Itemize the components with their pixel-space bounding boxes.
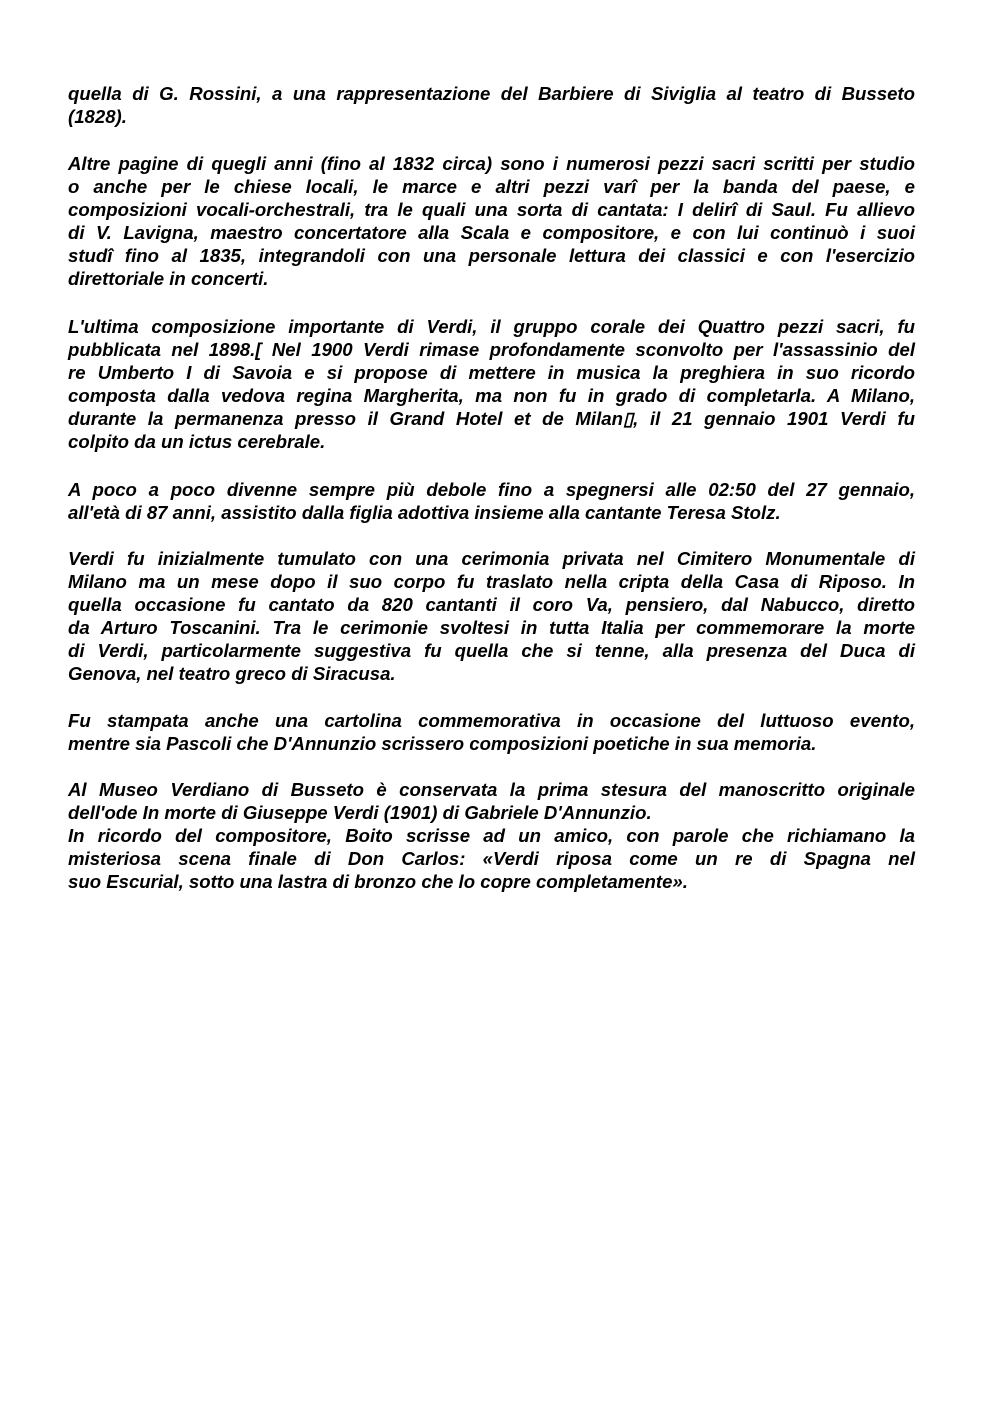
paragraph-burial bbox=[68, 547, 915, 685]
text-line: Genova, nel teatro greco di Siracusa. bbox=[68, 663, 396, 684]
paragraph-postcard bbox=[68, 709, 915, 755]
paragraph-rossini bbox=[68, 82, 915, 128]
text-line: L'ultima composizione importante di Verdi, il gruppo corale dei Quattro pezzi sacri, fu bbox=[68, 316, 915, 337]
text-line: quella di G. Rossini, a una rappresentazione del Barbiere di Siviglia al teatro di Busseto bbox=[68, 83, 915, 104]
text-line: mentre sia Pascoli che D'Annunzio scrissero composizioni poetiche in sua memoria. bbox=[68, 733, 817, 754]
text-line: studî fino al 1835, integrandoli con una personale lettura dei classici e con l'esercizio bbox=[68, 245, 915, 266]
text-line: suo Escurial, sotto una lastra di bronzo che lo copre completamente». bbox=[68, 871, 688, 892]
text-line: Altre pagine di quegli anni (fino al 1832 circa) sono i numerosi pezzi sacri scritti per studio bbox=[68, 153, 915, 174]
text-line: quella occasione fu cantato da 820 cantanti il coro Va, pensiero, dal Nabucco, diretto bbox=[68, 594, 915, 615]
text-line: re Umberto I di Savoia e si propose di mettere in musica la preghiera in suo ricordo bbox=[68, 362, 915, 383]
text-line: all'età di 87 anni, assistito dalla figlia adottiva insieme alla cantante Teresa Stolz. bbox=[68, 502, 781, 523]
text-line: composizioni vocali-orchestrali, tra le quali una sorta di cantata: I delirî di Saul. Fu allievo bbox=[68, 199, 915, 220]
paragraph-museum bbox=[68, 778, 915, 893]
paragraph-last-composition bbox=[68, 315, 915, 453]
text-line: durante la permanenza presso il Grand Hotel et de Milan▯, il 21 gennaio 1901 Verdi fu bbox=[68, 408, 915, 429]
text-line: misteriosa scena finale di Don Carlos: «Verdi riposa come un re di Spagna nel bbox=[68, 848, 915, 869]
text-line: di V. Lavigna, maestro concertatore alla Scala e compositore, e con lui continuò i suoi bbox=[68, 222, 915, 243]
text-line: A poco a poco divenne sempre più debole fino a spegnersi alle 02:50 del 27 gennaio, bbox=[68, 479, 915, 500]
text-line: Verdi fu inizialmente tumulato con una cerimonia privata nel Cimitero Monumentale di bbox=[68, 548, 915, 569]
text-line: pubblicata nel 1898.[ Nel 1900 Verdi rimase profondamente sconvolto per l'assassinio del bbox=[68, 339, 915, 360]
paragraph-early-works bbox=[68, 152, 915, 290]
text-line: Fu stampata anche una cartolina commemorativa in occasione del luttuoso evento, bbox=[68, 710, 915, 731]
text-line: colpito da un ictus cerebrale. bbox=[68, 431, 326, 452]
text-line: Al Museo Verdiano di Busseto è conservata la prima stesura del manoscritto originale bbox=[68, 779, 915, 800]
text-line: di Verdi, particolarmente suggestiva fu quella che si tenne, alla presenza del Duca di bbox=[68, 640, 915, 661]
text-line: (1828). bbox=[68, 106, 127, 127]
text-line: In ricordo del compositore, Boito scrisse ad un amico, con parole che richiamano la bbox=[68, 825, 915, 846]
text-line: dell'ode In morte di Giuseppe Verdi (1901) di Gabriele D'Annunzio. bbox=[68, 802, 652, 823]
paragraph-death bbox=[68, 478, 915, 524]
text-line: Milano ma un mese dopo il suo corpo fu traslato nella cripta della Casa di Riposo. In bbox=[68, 571, 915, 592]
text-line: o anche per le chiese locali, le marce e altri pezzi varî per la banda del paese, e bbox=[68, 176, 915, 197]
text-line: direttoriale in concerti. bbox=[68, 268, 269, 289]
text-line: composta dalla vedova regina Margherita, ma non fu in grado di completarla. A Milano, bbox=[68, 385, 915, 406]
text-line: da Arturo Toscanini. Tra le cerimonie svoltesi in tutta Italia per commemorare la morte bbox=[68, 617, 915, 638]
